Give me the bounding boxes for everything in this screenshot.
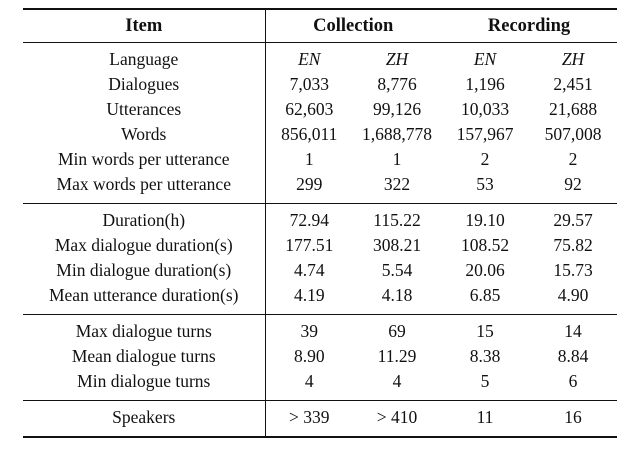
table-row (23, 172, 617, 204)
table-body (23, 43, 617, 438)
cell-recording-zh: 15.73 (553, 260, 593, 280)
cell-collection-zh: 69 (353, 315, 441, 345)
cell-recording-en: EN (473, 49, 497, 69)
row-label: Max dialogue turns (23, 315, 265, 345)
cell-recording-en: 1,196 (465, 74, 505, 94)
cell-collection-zh: 4.18 (381, 285, 413, 305)
header-item: Item (23, 9, 265, 43)
header-collection: Collection (265, 9, 441, 43)
cell-recording-en: 53 (476, 174, 494, 194)
cell-collection-zh: > 410 (353, 401, 441, 438)
cell-recording-en: 20.06 (465, 260, 505, 280)
cell-collection-zh: 4 (392, 371, 402, 391)
table-row (23, 258, 617, 283)
cell-collection-zh: 8,776 (377, 74, 417, 94)
cell-collection-en: 177.51 (285, 235, 334, 255)
row-label: Min dialogue duration(s) (23, 258, 265, 283)
cell-recording-en: 2 (480, 149, 490, 169)
cell-recording-zh: ZH (561, 49, 585, 69)
header-recording: Recording (441, 9, 617, 43)
row-label: Duration(h) (23, 204, 265, 234)
cell-collection-en: 8.90 (293, 346, 325, 366)
cell-recording-en: 8.38 (469, 346, 501, 366)
cell-recording-zh: 21,688 (548, 99, 598, 119)
cell-collection-en: 299 (296, 174, 323, 194)
cell-recording-en: 5 (480, 371, 490, 391)
cell-recording-zh: 2,451 (553, 74, 593, 94)
cell-collection-en: EN (298, 49, 321, 69)
table-row (23, 233, 617, 258)
cell-recording-zh: 507,008 (544, 124, 602, 144)
cell-recording-en: 11 (441, 401, 529, 438)
cell-recording-en: 10,033 (460, 99, 510, 119)
table-row (23, 43, 617, 73)
cell-collection-en: 62,603 (285, 99, 334, 119)
cell-collection-en: 72.94 (265, 204, 353, 234)
cell-recording-zh: 8.84 (557, 346, 589, 366)
row-label: Mean dialogue turns (23, 344, 265, 369)
table-row (23, 122, 617, 147)
row-label: Speakers (23, 401, 265, 438)
cell-collection-zh: 11.29 (377, 346, 417, 366)
row-label: Max words per utterance (23, 172, 265, 204)
cell-recording-zh: 14 (529, 315, 617, 345)
row-label: Min words per utterance (23, 147, 265, 172)
cell-collection-zh: 322 (383, 174, 411, 194)
table-row (23, 72, 617, 97)
cell-recording-zh: 92 (564, 174, 582, 194)
row-label: Utterances (23, 97, 265, 122)
table-row (23, 369, 617, 401)
cell-recording-zh: 6 (568, 371, 578, 391)
cell-collection-en: 4 (304, 371, 314, 391)
cell-collection-en: 856,011 (281, 124, 338, 144)
cell-collection-en: > 339 (265, 401, 353, 438)
cell-recording-en: 6.85 (469, 285, 501, 305)
cell-collection-zh: 115.22 (353, 204, 441, 234)
table-row (23, 204, 617, 234)
table-row (23, 344, 617, 369)
table-row (23, 401, 617, 438)
cell-recording-en: 108.52 (460, 235, 510, 255)
row-label: Min dialogue turns (23, 369, 265, 401)
cell-recording-zh: 16 (529, 401, 617, 438)
table-row (23, 315, 617, 345)
row-label: Dialogues (23, 72, 265, 97)
cell-recording-en: 157,967 (456, 124, 514, 144)
table-row (23, 147, 617, 172)
row-label: Mean utterance duration(s) (23, 283, 265, 315)
cell-collection-zh: 1,688,778 (362, 124, 432, 144)
cell-recording-zh: 4.90 (557, 285, 589, 305)
cell-collection-zh: 308.21 (372, 235, 422, 255)
cell-collection-zh: 1 (392, 149, 402, 169)
statistics-table (23, 8, 617, 438)
cell-collection-zh: ZH (385, 49, 409, 69)
row-label: Words (23, 122, 265, 147)
table-row (23, 97, 617, 122)
cell-recording-en: 15 (441, 315, 529, 345)
cell-recording-en: 19.10 (441, 204, 529, 234)
cell-collection-en: 1 (304, 149, 314, 169)
row-label: Language (23, 43, 265, 73)
cell-recording-zh: 75.82 (553, 235, 593, 255)
cell-recording-zh: 2 (568, 149, 578, 169)
table-row (23, 283, 617, 315)
table-header-row (23, 9, 617, 43)
cell-recording-zh: 29.57 (529, 204, 617, 234)
row-label: Max dialogue duration(s) (23, 233, 265, 258)
cell-collection-zh: 5.54 (381, 260, 413, 280)
cell-collection-zh: 99,126 (372, 99, 422, 119)
cell-collection-en: 7,033 (289, 74, 329, 94)
cell-collection-en: 39 (265, 315, 353, 345)
cell-collection-en: 4.19 (293, 285, 325, 305)
cell-collection-en: 4.74 (293, 260, 325, 280)
